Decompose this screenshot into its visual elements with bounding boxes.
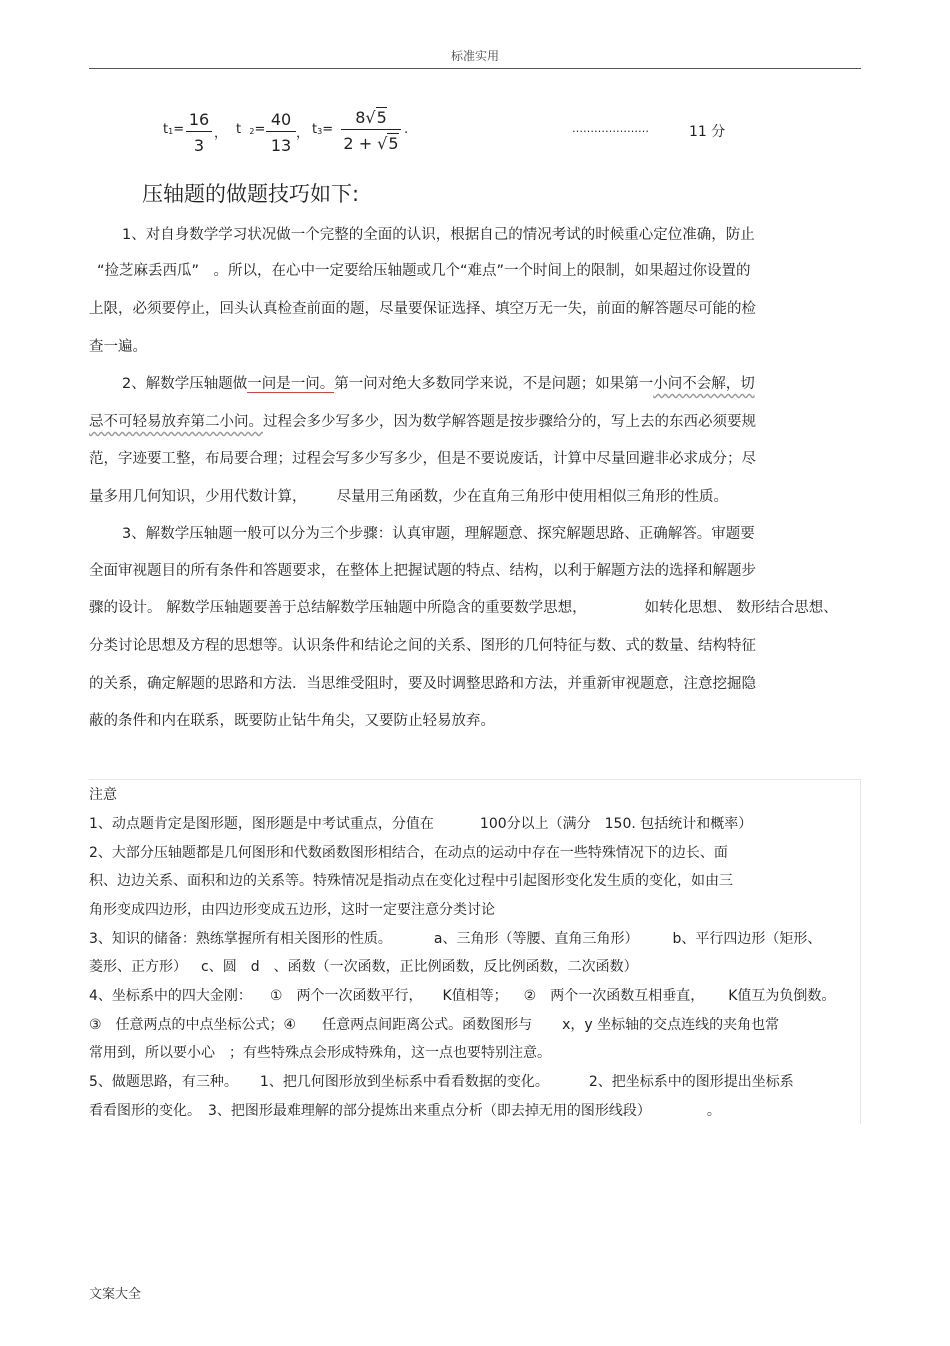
wavy-underline: 忌不可轻易放弃第二小问。 bbox=[89, 414, 263, 430]
t2-fraction: $\frac{40}{13}$ bbox=[266, 110, 296, 155]
red-underline: 一问是一问。 bbox=[247, 376, 335, 392]
page-footer: 文案大全 bbox=[89, 1287, 142, 1302]
note-line: 3、知识的储备：熟练掌握所有相关图形的性质。 a、三角形（等腰、直角三角形） b、平行四边形（矩形、 bbox=[89, 931, 822, 947]
paragraph-line: 分类讨论思想及方程的思想等。认识条件和结论之间的关系、图形的几何特征与数、式的数量、结构特征 bbox=[89, 638, 756, 654]
header-divider bbox=[89, 68, 861, 69]
paragraph-line: 2、解数学压轴题做一问是一问。第一问对绝大多数同学来说，不是问题；如果第一小问不会解，切 bbox=[122, 376, 755, 392]
separator: ， bbox=[214, 126, 228, 141]
t1-label: $t_1=$ bbox=[163, 122, 185, 137]
paragraph-line: “捡芝麻丢西瓜” 。所以，在心中一定要给压轴题或几个“难点”一个时间上的限制，如果超过你设置的 bbox=[97, 263, 751, 279]
page-header-title: 标准实用 bbox=[450, 49, 499, 63]
separator: ， bbox=[296, 126, 310, 141]
note-line: 角形变成四边形，由四边形变成五边形，这时一定要注意分类讨论 bbox=[89, 902, 495, 918]
paragraph-line: 全面审视题目的所有条件和答题要求，在整体上把握试题的特点、结构，以利于解题方法的选择和解题步 bbox=[89, 563, 756, 579]
t3-numerator: 8√5 bbox=[341, 108, 401, 130]
section-title: 压轴题的做题技巧如下: bbox=[142, 182, 360, 206]
period: . bbox=[404, 122, 409, 137]
t3-fraction bbox=[341, 108, 401, 153]
paragraph-line: 3、解数学压轴题一般可以分为三个步骤：认真审题，理解题意、探究解题思路、正确解答。审题要 bbox=[122, 526, 755, 542]
note-line: 2、大部分压轴题都是几何图形和代数函数图形相结合，在动点的运动中存在一些特殊情况下的边长、面 bbox=[89, 845, 728, 861]
note-line: 积、边边关系、面积和边的关系等。特殊情况是指动点在变化过程中引起图形变化发生质的变化，如由三 bbox=[89, 873, 733, 889]
note-line: 1、动点题肯定是图形题，图形题是中考试重点，分值在 100分以上（满分 150. 包括统计和概率） bbox=[89, 816, 753, 832]
notes-title: 注意 bbox=[89, 787, 117, 803]
note-line: ③ 任意两点的中点坐标公式；④ 任意两点间距离公式。函数图形与 x，y 坐标轴的交点连线的夹角也常 bbox=[89, 1017, 780, 1033]
paragraph-line: 量多用几何知识，少用代数计算， 尽量用三角函数，少在直角三角形中使用相似三角形的性质。 bbox=[89, 489, 728, 505]
note-line: 5、做题思路，有三种。 1、把几何图形放到坐标系中看看数据的变化。 2、把坐标系中的图形提出坐标系 bbox=[89, 1074, 794, 1090]
paragraph-line: 1、对自身数学学习状况做一个完整的全面的认识，根据自己的情况考试的时候重心定位准确，防止 bbox=[122, 227, 755, 243]
t2-label: t $_2$= bbox=[236, 122, 266, 137]
paragraph-line: 查一遍。 bbox=[89, 339, 147, 355]
t1-fraction: $\frac{16}{3}$ bbox=[186, 110, 212, 155]
paragraph-line: 骤的设计。 解数学压轴题要善于总结解数学压轴题中所隐含的重要数学思想， 如转化思想、 数形结合思想、 bbox=[89, 600, 838, 616]
note-line: 看看图形的变化。 3、把图形最难理解的部分提炼出来重点分析（即去掉无用的图形线段） 。 bbox=[89, 1103, 721, 1119]
paragraph-line: 范，字迹要工整，布局要合理；过程会写多少写多少，但是不要说废话，计算中尽量回避非必求成分；尽 bbox=[89, 451, 756, 467]
paragraph-line: 忌不可轻易放弃第二小问。过程会多少写多少，因为数学解答题是按步骤给分的，写上去的东西必须要规 bbox=[89, 414, 756, 430]
paragraph-line: 上限，必须要停止，回头认真检查前面的题，尽量要保证选择、填空万无一失，前面的解答题尽可能的检 bbox=[89, 301, 756, 317]
score-leader-dots: ………………… bbox=[572, 122, 649, 135]
note-line: 菱形、正方形） c、圆 d 、函数（一次函数，正比例函数，反比例函数，二次函数） bbox=[89, 959, 638, 975]
t3-denominator: 2 + √5 bbox=[343, 134, 399, 153]
note-line: 常用到，所以要小心 ；有些特殊点会形成特殊角，这一点也要特别注意。 bbox=[89, 1045, 551, 1061]
paragraph-line: 蔽的条件和内在联系，既要防止钻牛角尖，又要防止轻易放弃。 bbox=[89, 713, 495, 729]
note-line: 4、坐标系中的四大金刚： ① 两个一次函数平行， K值相等； ② 两个一次函数互相垂直， K值互为负倒数。 bbox=[89, 988, 836, 1004]
t3-label: $t_3=$ bbox=[312, 122, 334, 137]
score-label: 11 分 bbox=[689, 124, 726, 140]
paragraph-line: 的关系，确定解题的思路和方法．当思维受阻时，要及时调整思路和方法，并重新审视题意，注意挖掘隐 bbox=[89, 676, 756, 692]
wavy-underline: 小问不会解，切 bbox=[653, 376, 755, 392]
